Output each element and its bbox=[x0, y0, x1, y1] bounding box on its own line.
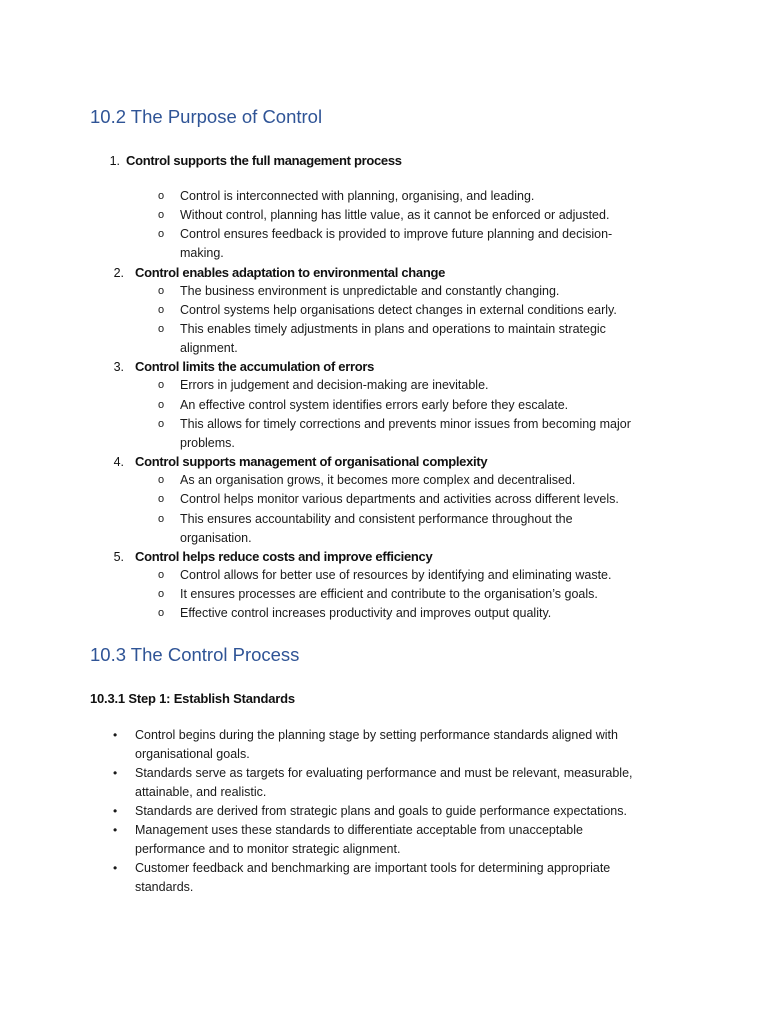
circle-bullet-icon: o bbox=[158, 607, 165, 619]
item-title: Control supports the full management process bbox=[126, 153, 402, 168]
circle-bullet-icon: o bbox=[158, 399, 165, 411]
document-page: 10.2 The Purpose of Control 1. Control supports the full management process o Control is interconnected with planning, organising, and leading. o Without control, planning has little value, as it cannot be enforced or adjusted. o Control ensures feedback is provided to improve future planning and decision- making. 2. Control enables adaptation to environmental change o The business environment is unpredictable and constantly changing. o Control systems help organisations detect changes in external conditions early. o This enables timely adjustments in plans and operations to maintain strategic alignment. 3. Control limits the accumulation of errors o Errors in judgement and decision-making are inevitable. o An effective control system identifies errors early before they escalate. o This allows for timely corrections and prevents minor issues from becoming major problems. 4. Control supports management of organisational complexity o As an organisation grows, it becomes more complex and decentralised. o Control helps monitor various departments and activities across different levels. o This ensures accountability and consistent performance throughout the organisation. 5. Control helps reduce costs and improve efficiency o Control allows for better use of resources by identifying and eliminating waste. o It ensures processes are efficient and contribute to the organisation’s goals. o Effective control increases productivity and improves output quality. 10.3 The Control Process 10.3.1 Step 1: Establish Standards • Control begins during the planning stage by setting performance standards aligned with organisational goals. • Standards serve as targets for evaluating performance and must be relevant, measurable, attainable, and realistic. • Standards are derived from strategic plans and goals to guide performance expectations. • Management uses these standards to differentiate acceptable from unacceptable performance and to monitor strategic alignment. • Customer feedback and benchmarking are important tools for determining appropriate standards. bbox=[90, 106, 633, 894]
item-title: Control limits the accumulation of errors bbox=[135, 359, 375, 374]
bullet-icon: • bbox=[113, 804, 118, 818]
circle-bullet-icon: o bbox=[158, 474, 165, 486]
item-number: 4. bbox=[113, 455, 124, 469]
item-number: 3. bbox=[113, 360, 124, 374]
section-heading-10-2: 10.2 The Purpose of Control bbox=[90, 106, 323, 127]
item-title: Control supports management of organisational complexity bbox=[135, 454, 488, 469]
item-title: Control helps reduce costs and improve efficiency bbox=[135, 549, 433, 564]
bullet-icon: • bbox=[113, 823, 118, 837]
circle-bullet-icon: o bbox=[158, 304, 165, 316]
circle-bullet-icon: o bbox=[158, 588, 165, 600]
item-number: 1. bbox=[109, 154, 120, 168]
bullet-icon: • bbox=[113, 766, 118, 780]
item-title: Control enables adaptation to environmental change bbox=[135, 265, 446, 280]
circle-bullet-icon: o bbox=[158, 418, 165, 430]
circle-bullet-icon: o bbox=[158, 379, 165, 391]
circle-bullet-icon: o bbox=[158, 285, 165, 297]
bullet-icon: • bbox=[113, 861, 118, 875]
bullet-icon: • bbox=[113, 728, 118, 742]
circle-bullet-icon: o bbox=[158, 323, 165, 335]
circle-bullet-icon: o bbox=[158, 493, 165, 505]
circle-bullet-icon: o bbox=[158, 209, 165, 221]
circle-bullet-icon: o bbox=[158, 569, 165, 581]
circle-bullet-icon: o bbox=[158, 190, 165, 202]
item-number: 2. bbox=[113, 266, 124, 280]
circle-bullet-icon: o bbox=[158, 513, 165, 525]
subsection-heading: 10.3.1 Step 1: Establish Standards bbox=[90, 691, 295, 706]
circle-bullet-icon: o bbox=[158, 228, 165, 240]
section-heading-10-3: 10.3 The Control Process bbox=[90, 644, 300, 665]
item-number: 5. bbox=[113, 550, 124, 564]
